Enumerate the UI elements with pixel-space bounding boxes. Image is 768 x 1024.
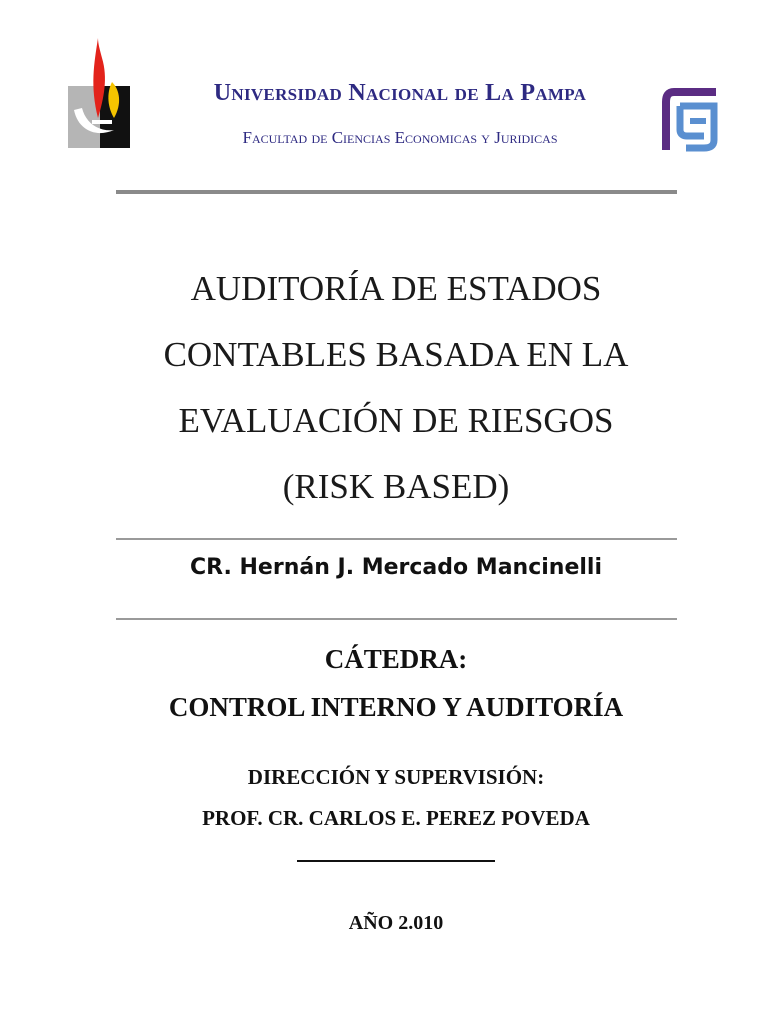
document-title — [80, 256, 712, 520]
catedra-name: CONTROL INTERNO Y AUDITORÍA — [168, 692, 624, 722]
title-line: (RISK BASED) — [282, 467, 510, 506]
university-flame-logo-icon — [68, 38, 132, 150]
faculty-name: Facultad de Ciencias Economicas y Juridicas — [242, 128, 558, 147]
catedra-label: CÁTEDRA: — [324, 644, 468, 674]
title-line: AUDITORÍA DE ESTADOS — [190, 269, 602, 308]
year-label: AÑO 2.010 — [348, 912, 444, 934]
direccion-label: DIRECCIÓN Y SUPERVISIÓN: — [247, 765, 545, 789]
author-divider-top — [116, 538, 677, 540]
title-line: CONTABLES BASADA EN LA — [163, 335, 629, 374]
header-divider — [116, 190, 677, 194]
title-line: EVALUACIÓN DE RIESGOS — [178, 401, 614, 440]
author-name: CR. Hernán J. Mercado Mancinelli — [190, 555, 602, 580]
faculty-ce-logo-icon — [660, 84, 724, 152]
direccion-name: PROF. CR. CARLOS E. PEREZ POVEDA — [202, 806, 590, 830]
author-divider-bottom — [116, 618, 677, 620]
university-name: Universidad Nacional de La Pampa — [213, 80, 587, 106]
signature-line — [297, 860, 495, 862]
